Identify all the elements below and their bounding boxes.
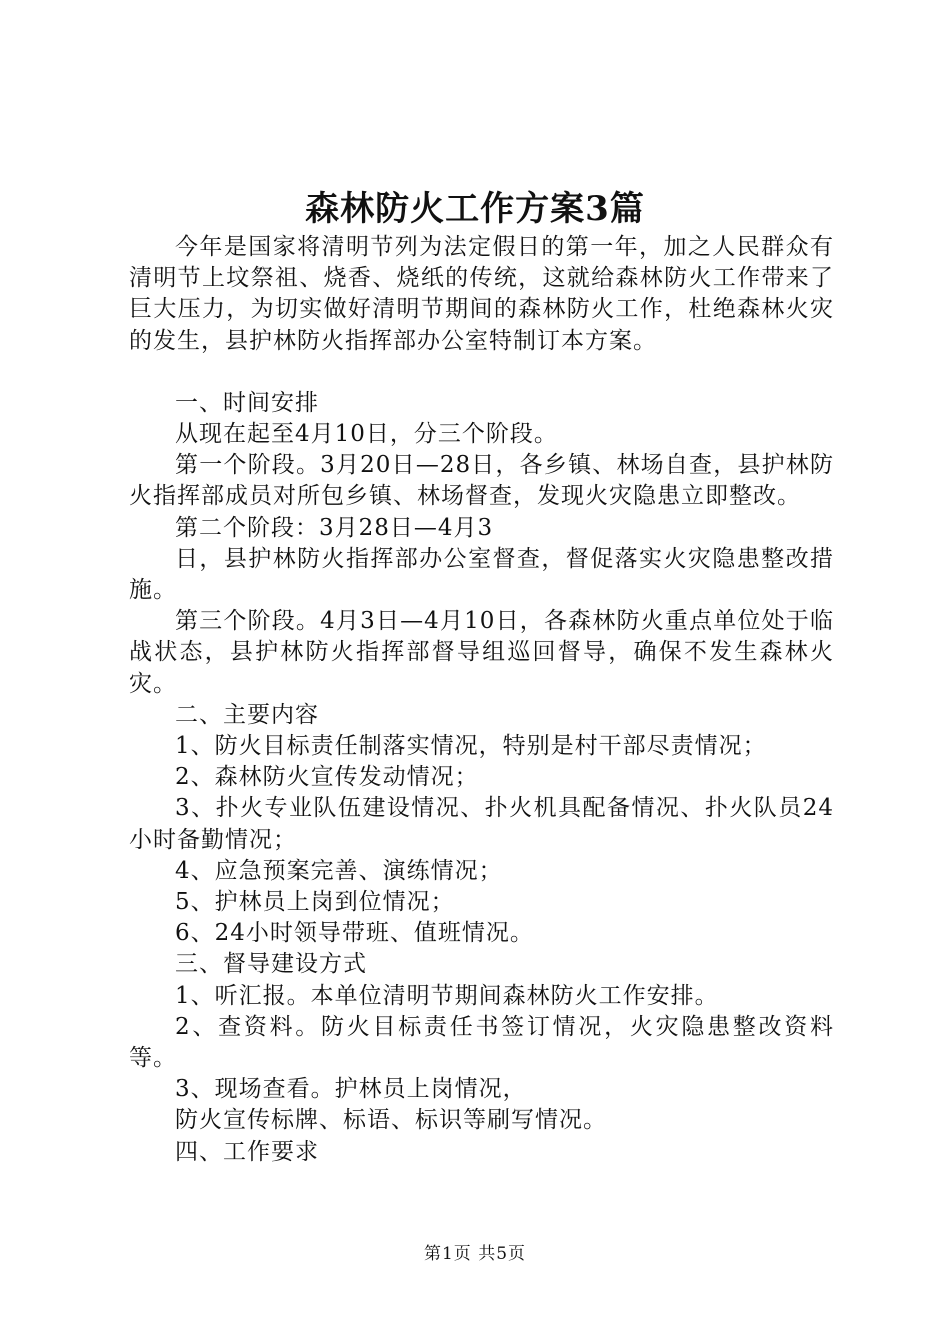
list-item: 2、森林防火宣传发动情况； <box>175 764 479 791</box>
paragraph-stage-two-head: 第二个阶段：3月28日—4月3 <box>175 514 494 541</box>
paragraph-time-overview: 从现在起至4月10日，分三个阶段。 <box>175 421 558 448</box>
list-item: 2、查资料。防火目标责任书签订情况，火灾隐患整改资料等。 <box>129 1013 834 1072</box>
section-heading-time: 一、时间安排 <box>175 389 319 416</box>
section-heading-content: 二、主要内容 <box>175 701 319 728</box>
paragraph-intro: 今年是国家将清明节列为法定假日的第一年，加之人民群众有清明节上坟祭祖、烧香、烧纸的传统，这就给森林防火工作带来了巨大压力，为切实做好清明节期间的森林防火工作，杜绝森林火灾的发生，县护林防火指挥部办公室特制订本方案。 <box>129 234 834 354</box>
list-item: 4、应急预案完善、演练情况； <box>175 857 503 884</box>
page-number-footer: 第1页 共5页 <box>423 1244 527 1264</box>
list-item: 6、24小时领导带班、值班情况。 <box>175 920 534 947</box>
paragraph-stage-two-body: 日，县护林防火指挥部办公室督查，督促落实火灾隐患整改措施。 <box>129 545 834 604</box>
paragraph-spacer <box>129 357 834 388</box>
paragraph-stage-one: 第一个阶段。3月20日—28日，各乡镇、林场自查，县护林防火指挥部成员对所包乡镇、林场督查，发现火灾隐患立即整改。 <box>129 452 834 510</box>
document-title: 森林防火工作方案3篇 <box>305 189 645 229</box>
document-body <box>129 232 834 1168</box>
list-item: 1、防火目标责任制落实情况，特别是村干部尽责情况； <box>175 733 767 760</box>
list-item-continuation: 防火宣传标牌、标语、标识等刷写情况。 <box>175 1107 607 1134</box>
paragraph-stage-three: 第三个阶段。4月3日—4月10日，各森林防火重点单位处于临战状态，县护林防火指挥部督导组巡回督导，确保不发生森林火灾。 <box>129 608 834 697</box>
section-heading-requirements: 四、工作要求 <box>175 1138 319 1165</box>
list-item: 3、现场查看。护林员上岗情况， <box>175 1076 527 1103</box>
list-item: 3、扑火专业队伍建设情况、扑火机具配备情况、扑火队员24小时备勤情况； <box>129 795 834 853</box>
list-item: 5、护林员上岗到位情况； <box>175 889 455 916</box>
section-heading-method: 三、督导建设方式 <box>175 951 367 978</box>
list-item: 1、听汇报。本单位清明节期间森林防火工作安排。 <box>175 982 719 1009</box>
